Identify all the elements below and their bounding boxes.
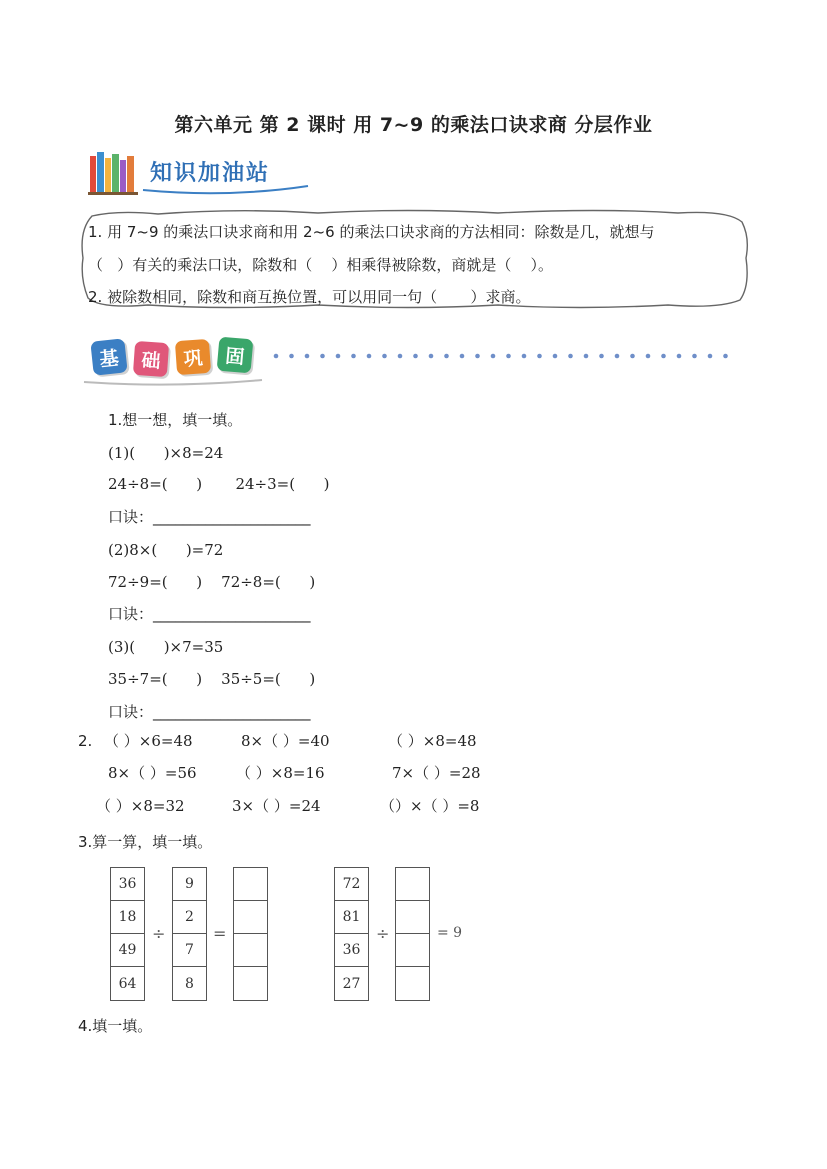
dividend-cell: 36 (334, 933, 369, 967)
divider-dot (336, 354, 341, 359)
dividend-cell: 27 (334, 966, 369, 1001)
q1-line: (3)( )×7=35 (108, 638, 224, 656)
q2-number: 2. (78, 732, 93, 750)
divider-dot (553, 354, 558, 359)
divider-dot (320, 354, 325, 359)
answer-cell[interactable] (233, 867, 268, 901)
dividend-cell: 49 (110, 933, 145, 967)
divider-dot (599, 354, 604, 359)
dividend-cell: 81 (334, 900, 369, 934)
knowledge-line-3: 2. 被除数相同，除数和商互换位置，可以用同一句（ ）求商。 (88, 288, 531, 306)
basic-banner (82, 332, 272, 388)
divisor-cell: 2 (172, 900, 207, 934)
knowledge-line-2: （ ）有关的乘法口诀，除数和（ ）相乘得被除数，商就是（ ）。 (88, 256, 553, 274)
divider-dot (305, 354, 310, 359)
divider-dot (522, 354, 527, 359)
q2-item: （）×（ ）=8 (380, 797, 480, 815)
q2-item: 8×（ ）=40 (241, 732, 330, 750)
divider-dot (584, 354, 589, 359)
divider-dot (289, 354, 294, 359)
divider-dot (460, 354, 465, 359)
q1-line: 口诀：_____________________ (108, 508, 311, 526)
tile-gu-label: 固 (224, 344, 246, 369)
divider-dot (367, 354, 372, 359)
divider-dot (708, 354, 713, 359)
divider-dot (351, 354, 356, 359)
q2-item: （ ）×8=32 (96, 797, 185, 815)
equals-result: = 9 (437, 925, 463, 941)
q3-heading: 3.算一算，填一填。 (78, 833, 213, 851)
q1-line: (1)( )×8=24 (108, 444, 224, 462)
q4-heading: 4.填一填。 (78, 1017, 153, 1035)
equals-sign: = (213, 924, 227, 943)
q1-line: 口诀：_____________________ (108, 605, 311, 623)
divider-dot (537, 354, 542, 359)
dividend-cell: 72 (334, 867, 369, 901)
tile-chu (133, 341, 169, 377)
divider-dot (646, 354, 651, 359)
divide-sign: ÷ (376, 924, 390, 943)
knowledge-banner (88, 150, 318, 198)
divisor-answer-cell[interactable] (395, 966, 430, 1001)
dividend-cell: 64 (110, 966, 145, 1001)
divider-dot (692, 354, 697, 359)
q2-item: 8×（ ）=56 (108, 764, 197, 782)
divider-dot (677, 354, 682, 359)
q2-item: （ ）×8=48 (388, 732, 477, 750)
divisor-cell: 7 (172, 933, 207, 967)
divider-dot (413, 354, 418, 359)
divider-dot (630, 354, 635, 359)
q1-line: 口诀：_____________________ (108, 703, 311, 721)
q2-item: 7×（ ）=28 (392, 764, 481, 782)
divider-dot (382, 354, 387, 359)
divider-dot (615, 354, 620, 359)
q1-line: 24÷8=( ) 24÷3=( ) (108, 475, 330, 493)
divider-dot (506, 354, 511, 359)
tile-chu-label: 础 (140, 348, 162, 373)
tile-gu (217, 337, 254, 374)
divisor-answer-cell[interactable] (395, 867, 430, 901)
tile-ji-label: 基 (98, 346, 120, 371)
divider-dot (444, 354, 449, 359)
divisor-cell: 8 (172, 966, 207, 1001)
divider-dot (491, 354, 496, 359)
q2-item: （ ）×8=16 (236, 764, 325, 782)
answer-cell[interactable] (233, 900, 268, 934)
divider-dot (568, 354, 573, 359)
divide-sign: ÷ (152, 924, 166, 943)
knowledge-line-1: 1. 用 7~9 的乘法口诀求商和用 2~6 的乘法口诀求商的方法相同：除数是几，就想与 (88, 223, 655, 241)
divider-dot (661, 354, 666, 359)
divisor-answer-cell[interactable] (395, 900, 430, 934)
q1-line: 72÷9=( ) 72÷8=( ) (108, 573, 316, 591)
q1-line: (2)8×( )=72 (108, 541, 224, 559)
divider-dot (475, 354, 480, 359)
tile-gong-label: 巩 (182, 346, 204, 371)
q1-heading: 1.想一想，填一填。 (108, 411, 243, 429)
dividend-cell: 36 (110, 867, 145, 901)
dotted-divider (272, 352, 742, 360)
divider-dot (429, 354, 434, 359)
divider-dot (274, 354, 279, 359)
tile-gong (175, 339, 211, 375)
q1-line: 35÷7=( ) 35÷5=( ) (108, 670, 316, 688)
dividend-cell: 18 (110, 900, 145, 934)
answer-cell[interactable] (233, 966, 268, 1001)
page-title: 第六单元 第 2 课时 用 7~9 的乘法口诀求商 分层作业 (174, 114, 653, 136)
divider-dot (398, 354, 403, 359)
answer-cell[interactable] (233, 933, 268, 967)
q2-item: 3×（ ）=24 (232, 797, 321, 815)
q2-item: （ ）×6=48 (104, 732, 193, 750)
divider-dot (723, 354, 728, 359)
divisor-answer-cell[interactable] (395, 933, 430, 967)
knowledge-banner-label: 知识加油站 (150, 161, 271, 186)
tile-ji (90, 338, 127, 375)
divisor-cell: 9 (172, 867, 207, 901)
